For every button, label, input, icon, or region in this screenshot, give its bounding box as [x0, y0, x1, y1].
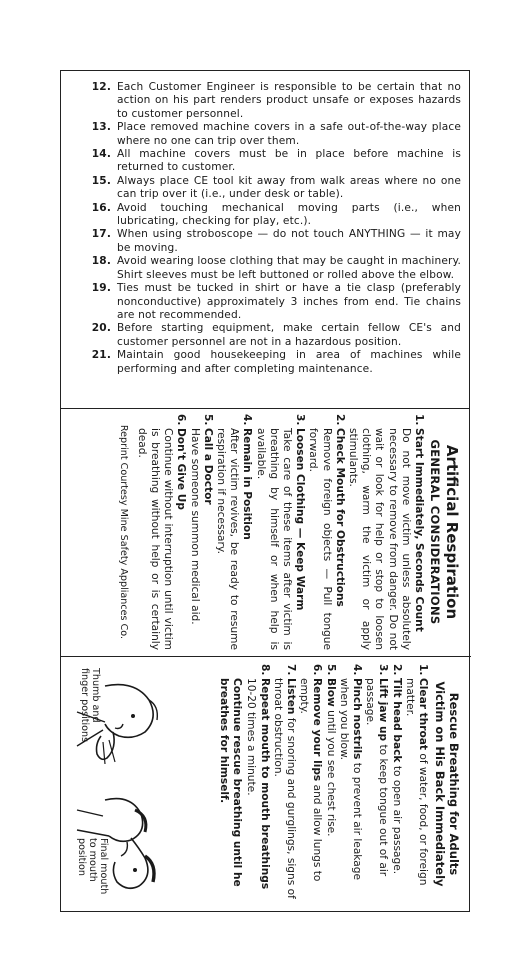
- item-text: Always place CE tool kit away from walk areas where no one can trip over it (i.e., under desk or table).: [117, 174, 461, 201]
- step-heading: Tilt head back: [390, 678, 403, 763]
- step-text: After victim revives, be ready to resume respiration if necessary.: [214, 428, 241, 650]
- step-text: to keep tongue out of air passage.: [364, 678, 390, 877]
- list-item: [89, 81, 461, 121]
- step-text: Have someone summon medical aid.: [188, 428, 201, 625]
- step-heading: Remain in Position: [241, 428, 254, 540]
- step-number: 2.: [333, 414, 346, 426]
- step-text: Take care of these items after victim is breathing by himself or when help is available.: [254, 428, 293, 650]
- step-number: 1.: [413, 414, 425, 426]
- list-item: [337, 664, 363, 904]
- list-item: [89, 322, 461, 349]
- list-item: [214, 414, 254, 650]
- step-text: 10-20 times a minute.: [245, 678, 258, 796]
- list-item: [363, 664, 389, 904]
- list-item: [89, 175, 461, 202]
- step-text: to prevent air leakage when you blow.: [337, 678, 363, 880]
- step-heading: Clear throat: [417, 678, 429, 750]
- step-heading: Call a Doctor: [201, 428, 214, 505]
- item-text: Maintain good housekeeping in area of machines while performing and after completing maintenance.: [117, 349, 461, 375]
- step-heading: Pinch nostrils: [350, 678, 363, 760]
- step-body: [135, 428, 188, 650]
- step-number: 3.: [377, 664, 390, 676]
- step-body: [337, 678, 363, 904]
- step-body: [323, 678, 336, 904]
- item-text: Avoid wearing loose clothing that may be caught in machinery. Shirt sleeves must be left buttoned or rolled above the elbow.: [117, 255, 461, 281]
- step-heading: Repeat mouth to mouth breathings: [258, 678, 271, 890]
- list-item: [271, 664, 297, 904]
- step-heading: Listen: [284, 678, 297, 715]
- list-item: [89, 148, 461, 175]
- step-body: [187, 428, 213, 650]
- artificial-respiration-title: Artificial Respiration: [443, 444, 461, 620]
- item-number: 17.: [91, 228, 111, 241]
- step-body: [403, 678, 429, 904]
- mouth-to-mouth-illustration: [71, 786, 175, 902]
- step-number: 3.: [294, 414, 307, 426]
- list-item: [89, 255, 461, 282]
- rotated-first-aid-section: [61, 408, 471, 911]
- step-number: 7.: [284, 664, 297, 676]
- item-text: When using stroboscope — do not touch ANYTHING — it may be moving.: [117, 228, 461, 254]
- step-number: 8.: [258, 664, 271, 676]
- step-number: 1.: [417, 664, 429, 676]
- safety-list: [89, 81, 461, 376]
- final-instruction: Continue rescue breathing until he breathes for himself.: [217, 678, 244, 887]
- list-item: [323, 664, 336, 904]
- step-number: 2.: [390, 664, 403, 676]
- item-text: Avoid touching mechanical moving parts (i.e., when lubricating, checking for play, etc.).: [117, 201, 461, 228]
- item-number: 13.: [91, 121, 111, 134]
- step-heading: Remove your lips: [311, 678, 324, 782]
- step-text: Do not move victim unless absolutely necessary to remove from danger. Do not wait or look for help or stop to loosen clothing, warm the victim or apply stimulants.: [346, 428, 412, 650]
- artificial-respiration-column: [67, 414, 463, 650]
- list-item: [89, 202, 461, 229]
- step-number: 6.: [175, 414, 188, 426]
- rescue-breathing-title-line: Rescue Breathing for Adults: [447, 692, 461, 876]
- step-body: [297, 678, 323, 904]
- list-item: [89, 228, 461, 255]
- caption-line: Thumb and: [90, 668, 101, 723]
- final-position-caption: [76, 838, 109, 894]
- list-item: [89, 121, 461, 148]
- step-body: [214, 428, 254, 650]
- step-body: [346, 428, 425, 650]
- list-item: [346, 414, 425, 650]
- item-number: 20.: [91, 322, 111, 335]
- step-text: Remove foreign objects — Pull tongue forward.: [307, 428, 333, 650]
- item-number: 21.: [91, 349, 111, 362]
- step-heading: Check Mouth for Obstructions: [333, 428, 346, 607]
- step-heading: Lift jaw up: [377, 678, 390, 742]
- step-number: 5.: [324, 664, 337, 676]
- step-text: until you see chest rise.: [324, 706, 337, 837]
- step-number: 4.: [241, 414, 254, 426]
- step-text: of water, food, or foreign matter.: [403, 678, 429, 886]
- list-item: [135, 414, 188, 650]
- step-text: and allow lungs to empty.: [298, 678, 324, 882]
- list-item: [89, 282, 461, 322]
- step-text: Continue without interruption until victim is breathing without help or is certainly dead.: [135, 428, 175, 650]
- general-considerations-heading: GENERAL CONSIDERATIONS: [428, 439, 442, 625]
- caption-line: finger positions: [79, 668, 90, 743]
- list-item: [187, 414, 213, 650]
- rescue-breathing-title: [433, 664, 461, 904]
- step-body: [306, 428, 346, 650]
- list-item: [297, 664, 323, 904]
- caption-line: position: [76, 838, 87, 877]
- step-text: to open air passage.: [390, 762, 403, 875]
- list-item: [403, 664, 429, 904]
- page-frame: [60, 70, 470, 912]
- reprint-credit: Reprint Courtesy Mine Safety Appliances Co.: [117, 424, 129, 640]
- item-number: 15.: [91, 174, 111, 187]
- step-number: 4.: [350, 664, 363, 676]
- item-text: Each Customer Engineer is responsible to be certain that no action on his part renders product unsafe or exposes hazards to customer personnel.: [117, 81, 461, 120]
- step-body: [389, 678, 402, 904]
- step-text: for snoring and gurglings, signs of throat obstruction.: [271, 678, 297, 899]
- item-text: Ties must be tucked in shirt or have a tie clasp (preferably nonconductive) approximately 3 inches from end. Tie chains are not recommended.: [117, 282, 461, 321]
- thumb-finger-position-illustration: [71, 666, 175, 776]
- list-item: [389, 664, 402, 904]
- list-item: [89, 349, 461, 376]
- step-heading: Loosen Clothing — Keep Warm: [294, 428, 307, 611]
- list-item: [306, 414, 346, 650]
- caption-line: to mouth: [87, 838, 98, 882]
- step-body: [244, 678, 270, 904]
- illustration-area: [67, 664, 175, 904]
- column-divider: [61, 656, 471, 657]
- step-body: [271, 678, 297, 904]
- step-heading: Start Immediately, Seconds Count: [413, 428, 425, 632]
- item-number: 12.: [91, 81, 111, 93]
- item-number: 18.: [91, 255, 111, 268]
- rescue-breathing-subtitle-line: Victim on His Back Immediately: [433, 681, 447, 887]
- step-number: 6.: [311, 664, 324, 676]
- item-number: 14.: [91, 148, 111, 161]
- item-number: 19.: [91, 282, 111, 295]
- step-body: [253, 428, 306, 650]
- item-number: 16.: [91, 201, 111, 214]
- rescue-breathing-column: [67, 664, 463, 904]
- item-text: Place removed machine covers in a safe out-of-the-way place where no one can trip over them.: [117, 121, 461, 147]
- step-body: [363, 678, 389, 904]
- list-item: [253, 414, 306, 650]
- step-number: 5.: [201, 414, 214, 426]
- item-text: Before starting equipment, make certain fellow CE's and customer personnel are not in a hazardous position.: [117, 322, 461, 348]
- caption-line: Final mouth: [98, 838, 109, 895]
- step-heading: Don't Give Up: [175, 428, 188, 510]
- thumb-finger-caption: [79, 668, 101, 742]
- item-text: All machine covers must be in place before machine is returned to customer.: [117, 148, 461, 174]
- step-heading: Blow: [324, 678, 337, 707]
- list-item: [244, 664, 270, 904]
